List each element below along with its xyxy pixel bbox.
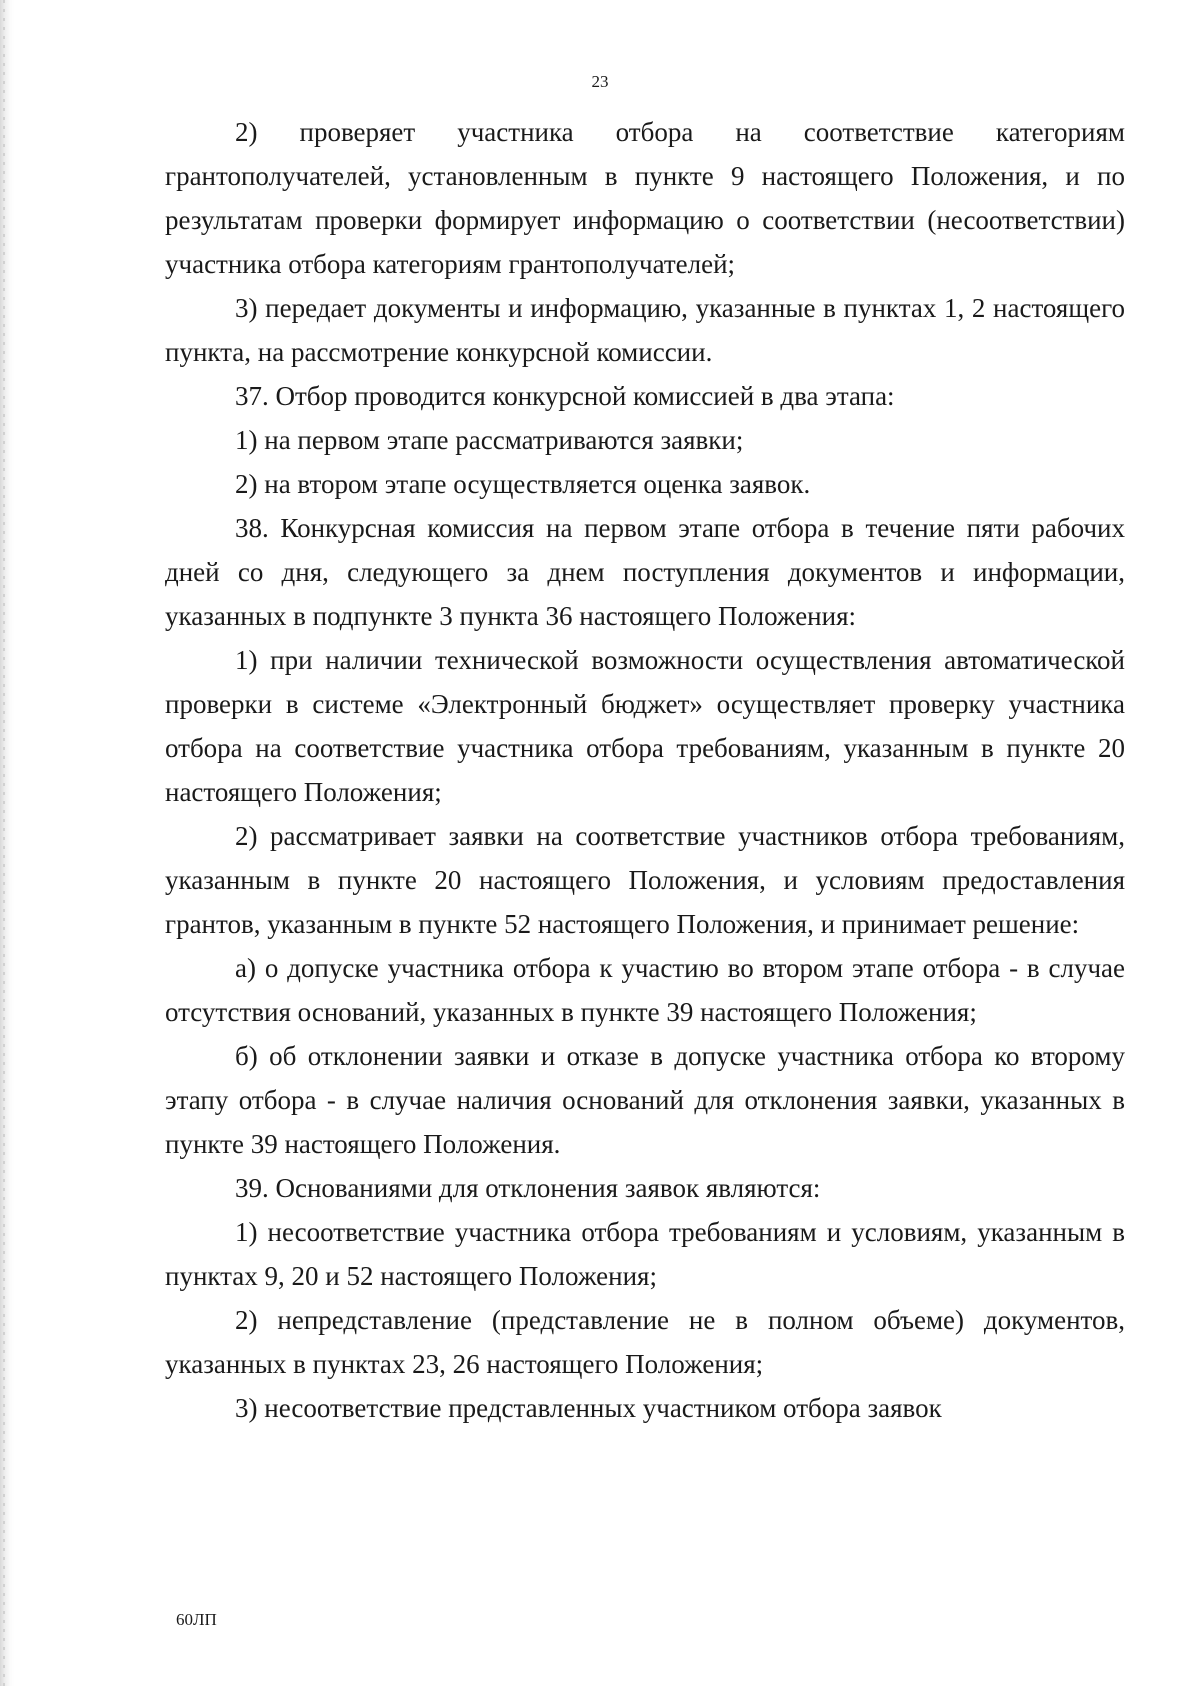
- footer-code: 60ЛП: [176, 1610, 217, 1629]
- paragraph-37-stage-2: 2) на втором этапе осуществляется оценка заявок.: [235, 469, 811, 499]
- paragraph-38-commission: 38. Конкурсная комиссия на первом этапе отбора в течение пяти рабочих дней со дня, следующего за днем поступления документов и информации, указанных в подпункте 3 пункта 36 настоящего Положения:: [165, 513, 1125, 631]
- paragraph-37-two-stages: 37. Отбор проводится конкурсной комиссией в два этапа:: [235, 381, 895, 411]
- paragraph-39-grounds: 39. Основаниями для отклонения заявок являются:: [235, 1173, 821, 1203]
- paragraph-3-transfer-documents: 3) передает документы и информацию, указанные в пунктах 1, 2 настоящего пункта, на рассмотрение конкурсной комиссии.: [165, 293, 1125, 367]
- paragraph-38-2-review: 2) рассматривает заявки на соответствие участников отбора требованиям, указанным в пункте 20 настоящего Положения, и условиям предоставления грантов, указанным в пункте 52 настоящего Положения, и принимает решение:: [165, 821, 1125, 939]
- paragraph-38-1-automatic-check: 1) при наличии технической возможности осуществления автоматической проверки в системе «Электронный бюджет» осуществляет проверку участника отбора на соответствие участника отбора требованиям, указанным в пункте 20 настоящего Положения;: [165, 645, 1125, 807]
- document-body: [165, 110, 1125, 1430]
- scan-left-edge: [0, 0, 14, 1686]
- paragraph-38-a-admission: а) о допуске участника отбора к участию во втором этапе отбора - в случае отсутствия оснований, указанных в пункте 39 настоящего Положения;: [165, 953, 1125, 1027]
- paragraph-39-3-mismatch: 3) несоответствие представленных участником отбора заявок: [235, 1393, 942, 1423]
- paragraph-37-stage-1: 1) на первом этапе рассматриваются заявки;: [235, 425, 744, 455]
- paragraph-39-1-noncompliance: 1) несоответствие участника отбора требованиям и условиям, указанным в пунктах 9, 20 и 52 настоящего Положения;: [165, 1217, 1125, 1291]
- paragraph-39-2-nonsubmission: 2) непредставление (представление не в полном объеме) документов, указанных в пунктах 23, 26 настоящего Положения;: [165, 1305, 1125, 1379]
- page-number: 23: [591, 72, 609, 91]
- paragraph-2-check-category: 2) проверяет участника отбора на соответствие категориям грантополучателей, установленным в пункте 9 настоящего Положения, и по результатам проверки формирует информацию о соответствии (несоответствии) участника отбора категориям грантополучателей;: [165, 117, 1125, 279]
- paragraph-38-b-rejection: б) об отклонении заявки и отказе в допуске участника отбора ко второму этапу отбора - в случае наличия оснований для отклонения заявки, указанных в пункте 39 настоящего Положения.: [165, 1041, 1125, 1159]
